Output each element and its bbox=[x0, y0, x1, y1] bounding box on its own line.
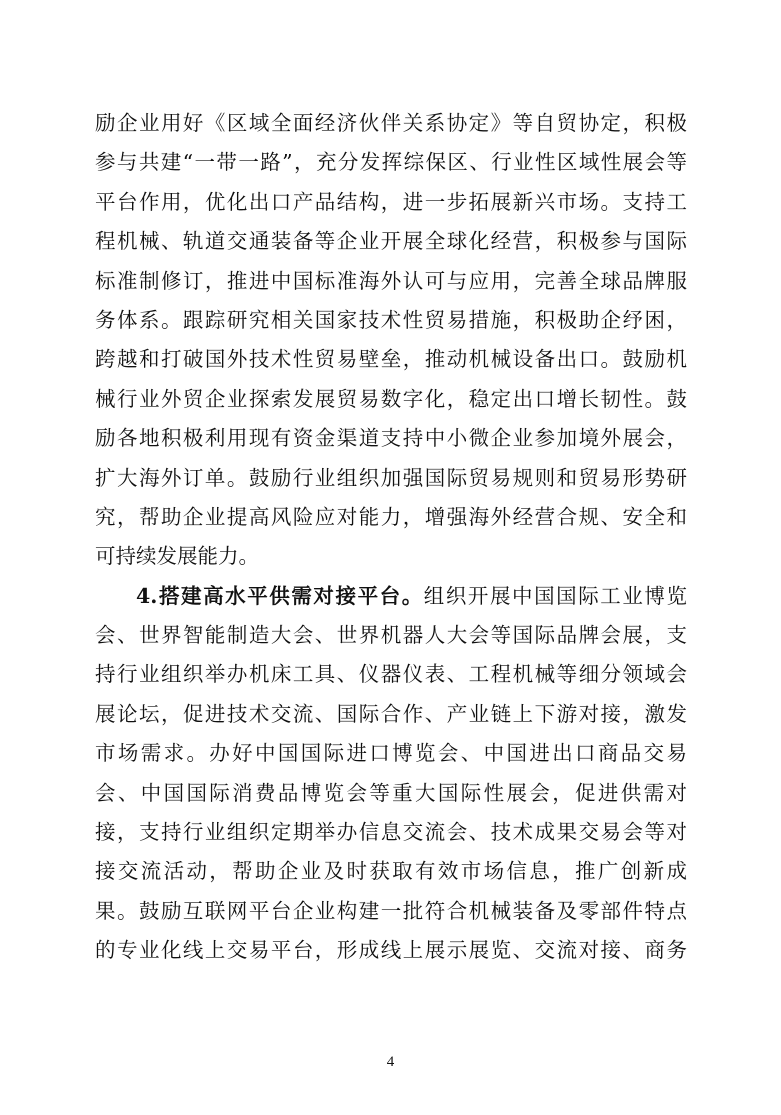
body-line: 会、中国国际消费品博览会等重大国际性展会，促进供需对 bbox=[95, 780, 687, 805]
body-line: 跨越和打破国外技术性贸易壁垒，推动机械设备出口。鼓励机 bbox=[95, 347, 687, 372]
body-line: 扩大海外订单。鼓励行业组织加强国际贸易规则和贸易形势研 bbox=[95, 465, 687, 490]
body-line: 究，帮助企业提高风险应对能力，增强海外经营合规、安全和 bbox=[95, 504, 687, 529]
body-line: 市场需求。办好中国国际进口博览会、中国进出口商品交易 bbox=[95, 741, 687, 766]
body-line: 展论坛，促进技术交流、国际合作、产业链上下游对接，激发 bbox=[95, 701, 687, 726]
section-heading-continuation: 组织开展中国国际工业博览 bbox=[423, 583, 687, 608]
paragraph-last-line: 可持续发展能力。 bbox=[95, 544, 259, 569]
body-line: 励企业用好《区域全面经济伙伴关系协定》等自贸协定，积极 bbox=[95, 111, 687, 135]
document-body bbox=[95, 104, 687, 971]
body-line: 的专业化线上交易平台，形成线上展示展览、交流对接、商务 bbox=[95, 938, 687, 963]
body-line: 接交流活动，帮助企业及时获取有效市场信息，推广创新成 bbox=[95, 859, 687, 884]
body-line: 械行业外贸企业探索发展贸易数字化，稳定出口增长韧性。鼓 bbox=[95, 386, 687, 411]
body-line: 程机械、轨道交通装备等企业开展全球化经营，积极参与国际 bbox=[95, 229, 687, 254]
body-line: 参与共建“一带一路”，充分发挥综保区、行业性区域性展会等 bbox=[95, 150, 687, 175]
page-number: 4 bbox=[386, 1054, 395, 1070]
body-line: 会、世界智能制造大会、世界机器人大会等国际品牌会展，支 bbox=[95, 623, 687, 648]
body-line: 接，支持行业组织定期举办信息交流会、技术成果交易会等对 bbox=[95, 820, 687, 845]
body-line: 标准制修订，推进中国标准海外认可与应用，完善全球品牌服 bbox=[95, 268, 687, 293]
body-line: 务体系。跟踪研究相关国家技术性贸易措施，积极助企纾困， bbox=[95, 307, 687, 332]
body-line: 励各地积极利用现有资金渠道支持中小微企业参加境外展会， bbox=[95, 426, 687, 451]
section-heading: 4.搭建高水平供需对接平台。 bbox=[136, 583, 424, 608]
body-line: 果。鼓励互联网平台企业构建一批符合机械装备及零部件特点 bbox=[95, 898, 687, 923]
section-heading-line bbox=[95, 577, 687, 616]
body-line: 持行业组织举办机床工具、仪器仪表、工程机械等细分领域会 bbox=[95, 662, 687, 687]
body-line: 平台作用，优化出口产品结构，进一步拓展新兴市场。支持工 bbox=[95, 189, 687, 214]
